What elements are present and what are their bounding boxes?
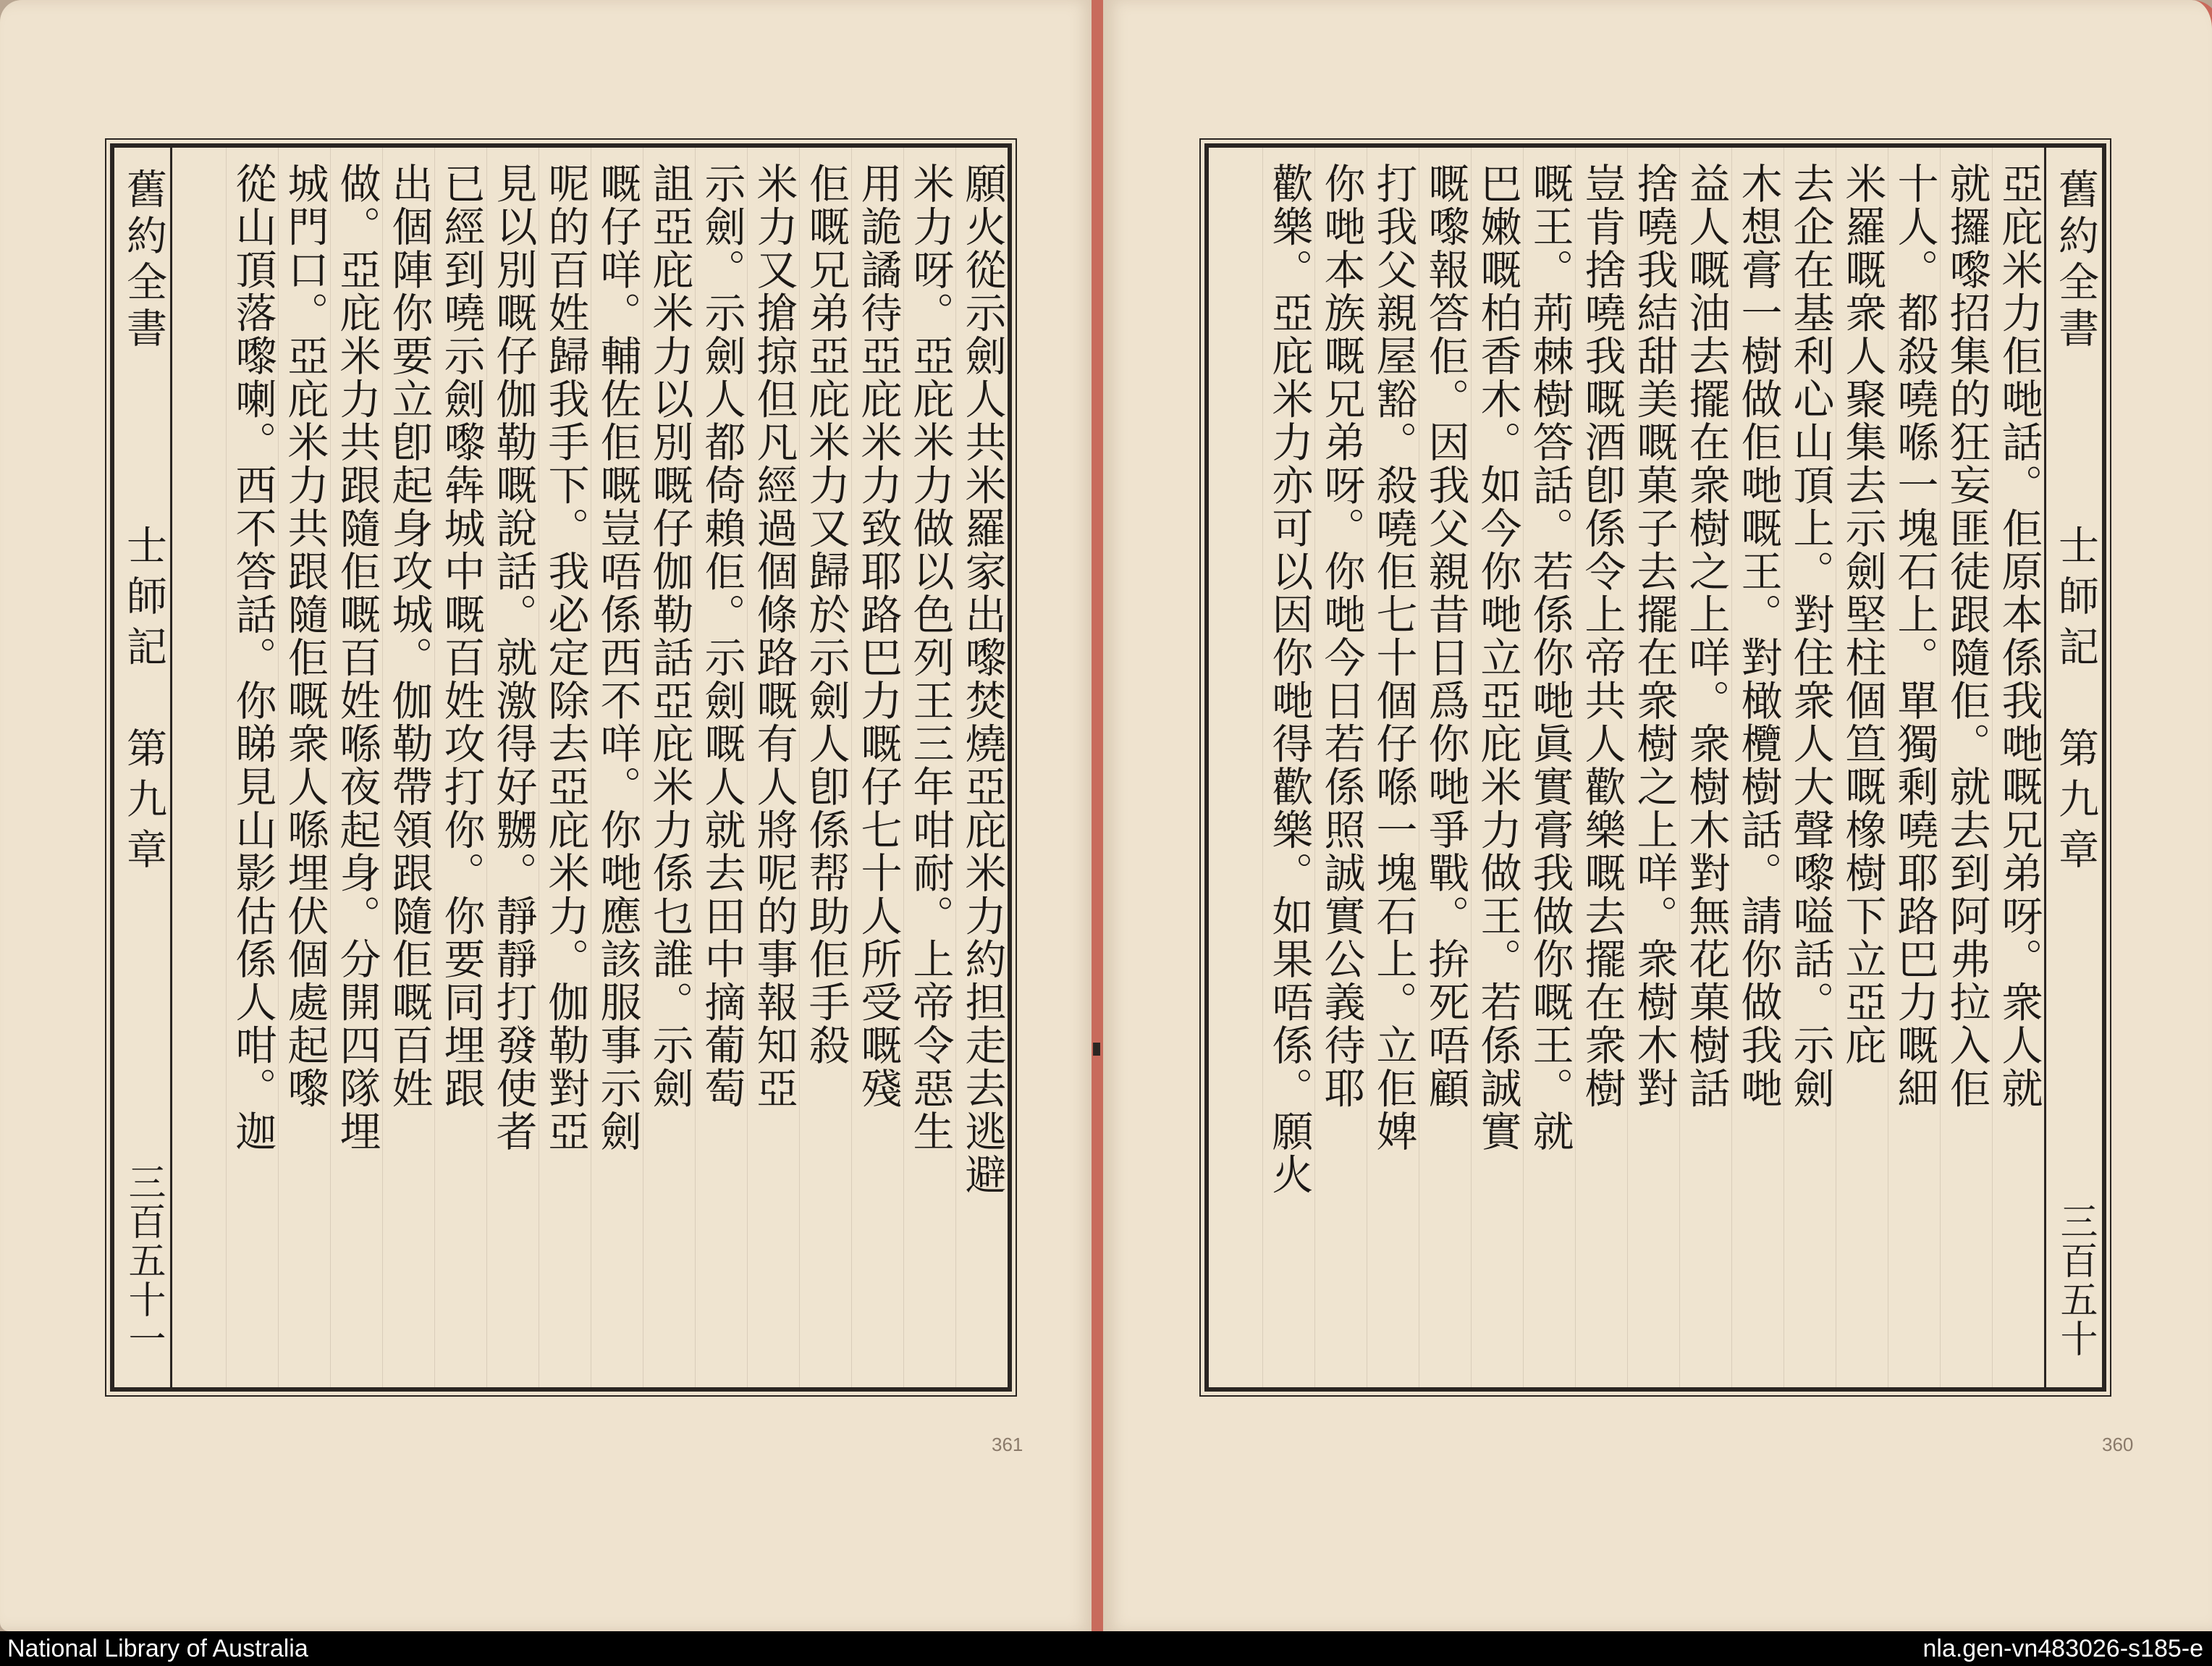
text-column: 佢嘅兄弟亞庇米力又歸於示劍人卽係帮助佢手殺 [799, 148, 851, 1387]
left-running-header [114, 148, 172, 1387]
text-column: 示劍。示劍人都倚賴佢。示劍嘅人就去田中摘葡萄 [695, 148, 747, 1387]
text-column: 米羅嘅衆人聚集去示劍堅柱個笪嘅橡樹下立亞庇 [1836, 148, 1888, 1387]
text-column: 你哋本族嘅兄弟呀。你哋今日若係照誠實公義待耶 [1314, 148, 1367, 1387]
text-column: 米力又搶掠但凡經過個條路嘅有人將呢的事報知亞 [747, 148, 799, 1387]
chapter-title: 士師記 第九章 [2052, 524, 2099, 879]
right-text-columns [1209, 148, 2044, 1387]
pencil-folio: 360 [2102, 1434, 2134, 1455]
book-title: 舊約全書 [120, 168, 167, 353]
text-column: 捨嘵我結甜美嘅菓子去擺在衆樹之上咩。衆樹木對 [1627, 148, 1679, 1387]
text-column: 已經到嘵示劍嚟犇城中嘅百姓攻打你。你要同埋跟 [434, 148, 486, 1387]
binding-mark [1093, 1043, 1100, 1056]
page-number: 三百五十 [2053, 1202, 2097, 1358]
text-column: 米力呀。亞庇米力做以色列王三年咁耐。上帝令惡生 [903, 148, 955, 1387]
right-text-frame [1204, 143, 2106, 1392]
left-text-frame [110, 143, 1012, 1392]
text-column: 益人嘅油去擺在衆樹之上咩。衆樹木對無花菓樹話 [1679, 148, 1731, 1387]
right-running-header [2044, 148, 2102, 1387]
text-column: 從山頂落嚟喇。西不答話。你睇見山影估係人咁。迦 [226, 148, 278, 1387]
text-column: 就攞嚟招集的狂妄匪徒跟隨佢。就去到阿弗拉入佢 [1940, 148, 1992, 1387]
text-column: 嘅嚟報答佢。因我父親昔日爲你哋爭戰。拚死唔顧 [1419, 148, 1471, 1387]
pencil-folio: 361 [992, 1434, 1023, 1455]
text-column: 嘅王。荊棘樹答話。若係你哋眞實膏我做你嘅王。就 [1523, 148, 1575, 1387]
chapter-title: 士師記 第九章 [120, 524, 167, 879]
text-column: 巴嫩嘅柏香木。如今你哋立亞庇米力做王。若係誠實 [1471, 148, 1523, 1387]
text-column: 做。亞庇米力共跟隨佢嘅百姓喺夜起身。分開四隊埋 [330, 148, 382, 1387]
text-column: 十人。都殺嘵喺一塊石上。單獨剩嘵耶路巴力嘅細 [1888, 148, 1940, 1387]
left-page [0, 0, 1094, 1631]
item-identifier: nla.gen-vn483026-s185-e [1922, 1635, 2203, 1662]
text-column: 木想膏一樹做佢哋嘅王。對橄欖樹話。請你做我哋 [1731, 148, 1783, 1387]
text-column: 打我父親屋豁。殺嘵佢七十個仔喺一塊石上。立佢婢 [1367, 148, 1419, 1387]
page-number: 三百五十一 [122, 1163, 165, 1358]
book-title: 舊約全書 [2052, 168, 2099, 353]
text-column: 嘅仔咩。輔佐佢嘅豈唔係西不咩。你哋應該服事示劍 [591, 148, 643, 1387]
text-column: 城門口。亞庇米力共跟隨佢嘅衆人喺埋伏個處起嚟 [278, 148, 330, 1387]
text-column: 呢的百姓歸我手下。我必定除去亞庇米力。伽勒對亞 [539, 148, 591, 1387]
text-column: 出個陣你要立卽起身攻城。伽勒帶領跟隨佢嘅百姓 [382, 148, 434, 1387]
text-column: 豈肯捨嘵我嘅酒卽係令上帝共人歡樂嘅去擺在衆樹 [1575, 148, 1627, 1387]
text-column: 歡樂。亞庇米力亦可以因你哋得歡樂。如果唔係。願火 [1262, 148, 1314, 1387]
text-column: 願火從示劍人共米羅家出嚟焚燒亞庇米力約担走去逃避 [955, 148, 1008, 1387]
left-text-columns [172, 148, 1008, 1387]
text-column: 用詭譎待亞庇米力致耶路巴力嘅仔七十人所受嘅殘 [851, 148, 903, 1387]
text-column: 詛亞庇米力以別嘅仔伽勒話亞庇米力係乜誰。示劍 [643, 148, 695, 1387]
text-column: 亞庇米力佢哋話。佢原本係我哋嘅兄弟呀。衆人就 [1992, 148, 2044, 1387]
text-column: 去企在基利心山頂上。對住衆人大聲嚟嗌話。示劍 [1783, 148, 1836, 1387]
text-column: 見以別嘅仔伽勒嘅說話。就激得好嬲。靜靜打發使者 [486, 148, 539, 1387]
footer-bar [0, 1631, 2212, 1666]
institution-name: National Library of Australia [7, 1635, 308, 1662]
